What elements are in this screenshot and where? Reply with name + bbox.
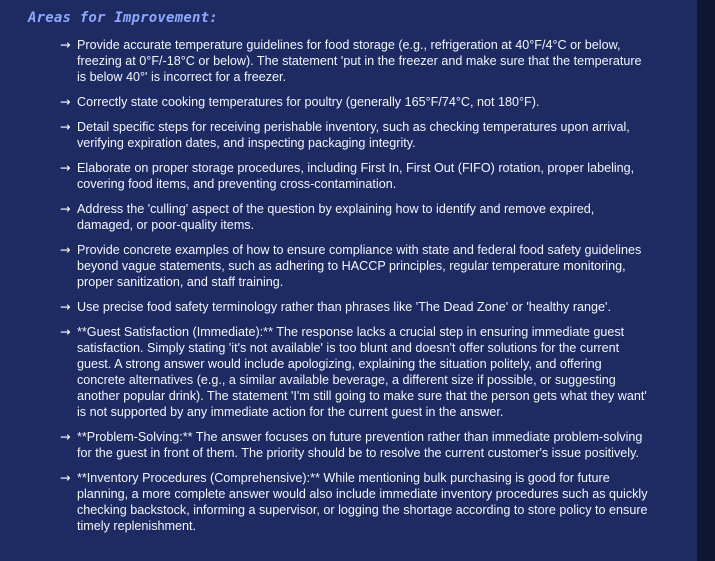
right-arrow-icon: → [60,470,71,485]
list-item [60,119,652,151]
list-item [60,37,652,85]
list-item-text: Detail specific steps for receiving perishable inventory, such as checking temperatures upon arrival, verifying expiration dates, and inspecting packaging integrity. [77,120,630,150]
list-item [60,324,652,420]
right-arrow-icon: → [60,94,71,109]
list-item [60,470,652,534]
right-edge-strip [697,0,715,561]
list-item [60,299,652,315]
list-item-text: **Guest Satisfaction (Immediate):** The response lacks a crucial step in ensuring immediate guest satisfaction. Simply stating 'it's not available' is too blunt and doesn't offer solutions for the current guest. A strong answer would include apologizing, explaining the situation politely, and offering concrete alternatives (e.g., a similar available beverage, a different size if possible, or suggesting another popular drink). The statement 'I'm still going to make sure that the person gets what they want' is not supported by any immediate action for the current guest in the answer. [77,325,647,419]
list-item-text: Elaborate on proper storage procedures, including First In, First Out (FIFO) rotation, proper labeling, covering food items, and preventing cross-contamination. [77,161,635,191]
right-arrow-icon: → [60,429,71,444]
list-item-text: Provide concrete examples of how to ensure compliance with state and federal food safety guidelines beyond vague statements, such as adhering to HACCP principles, regular temperature monitoring, proper sanitization, and staff training. [77,243,642,289]
right-arrow-icon: → [60,299,71,314]
list-item-text: **Problem-Solving:** The answer focuses on future prevention rather than immediate problem-solving for the guest in front of them. The priority should be to resolve the current customer's issue positively. [77,430,643,460]
section-heading: Areas for Improvement: [28,10,218,26]
right-arrow-icon: → [60,160,71,175]
list-item [60,201,652,233]
list-item [60,160,652,192]
list-item-text: Use precise food safety terminology rather than phrases like 'The Dead Zone' or 'healthy range'. [77,300,611,314]
right-arrow-icon: → [60,324,71,339]
list-item-text: Address the 'culling' aspect of the question by explaining how to identify and remove expired, damaged, or poor-quality items. [77,202,595,232]
improvement-list [60,37,652,543]
list-item [60,429,652,461]
list-item [60,94,652,110]
list-item-text: Correctly state cooking temperatures for poultry (generally 165°F/74°C, not 180°F). [77,95,540,109]
right-arrow-icon: → [60,201,71,216]
list-item [60,242,652,290]
right-arrow-icon: → [60,242,71,257]
list-item-text: Provide accurate temperature guidelines for food storage (e.g., refrigeration at 40°F/4°C or below, freezing at 0°F/-18°C or below). The statement 'put in the freezer and make sure that the temperature is below 40°' is incorrect for a freezer. [77,38,642,84]
right-arrow-icon: → [60,37,71,52]
right-arrow-icon: → [60,119,71,134]
list-item-text: **Inventory Procedures (Comprehensive):** While mentioning bulk purchasing is good for future planning, a more complete answer would also include immediate inventory procedures such as quickly checking backstock, informing a supervisor, or logging the shortage according to store policy to ensure timely replenishment. [77,471,648,533]
